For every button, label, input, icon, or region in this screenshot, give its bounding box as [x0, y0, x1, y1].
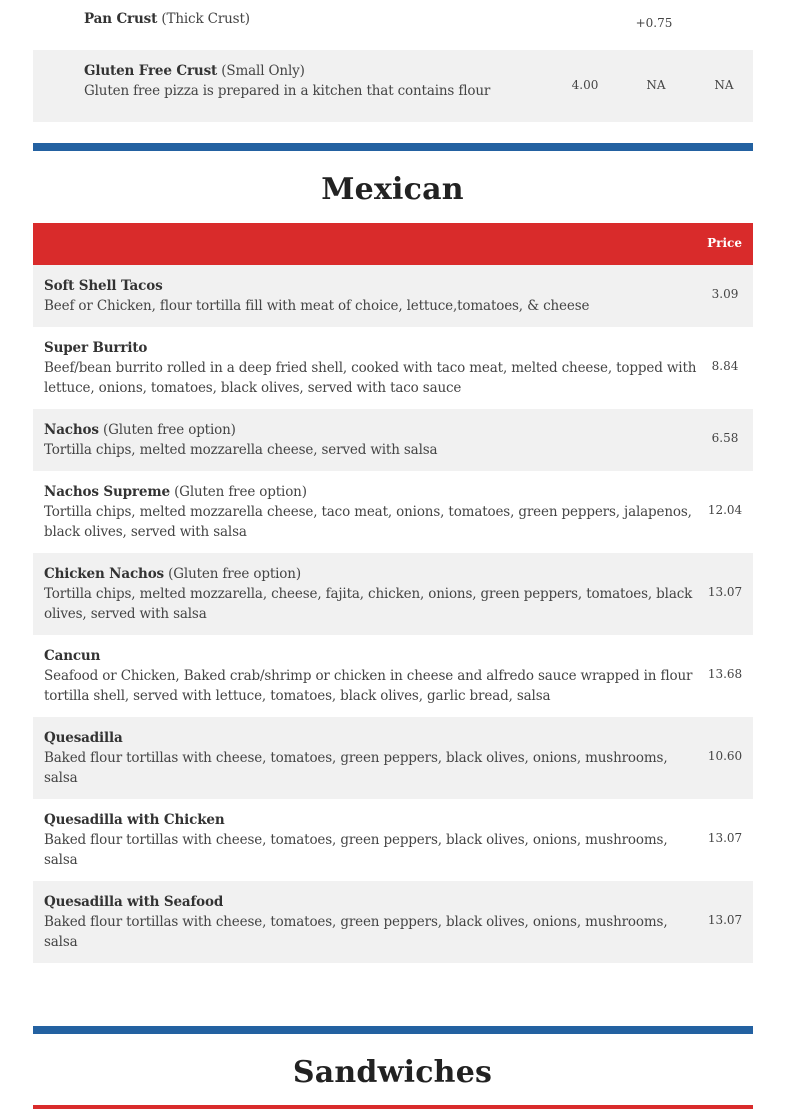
crust-row-gluten-free: [33, 50, 753, 122]
section-divider: [33, 1026, 753, 1034]
item-price: 13.68: [707, 667, 743, 681]
item-description-line: Baked flour tortillas with cheese, tomatoes, green peppers, black olives, onions, mushrooms,: [44, 832, 668, 848]
item-description-line: tortilla shell, served with lettuce, tomatoes, black olives, garlic bread, salsa: [44, 688, 551, 704]
price-small: 4.00: [571, 78, 599, 92]
item-note: (Small Only): [221, 63, 305, 79]
crust-row-pan: [33, 0, 753, 50]
item-name: Nachos Supreme: [44, 484, 170, 500]
menu-item-row: [33, 409, 753, 471]
item-description-line: black olives, served with salsa: [44, 524, 247, 540]
item-description-line: Baked flour tortillas with cheese, tomatoes, green peppers, black olives, onions, mushrooms,: [44, 914, 668, 930]
menu-item-row: [33, 265, 753, 327]
item-price: 13.07: [707, 585, 743, 599]
item-description-line: Beef or Chicken, flour tortilla fill with meat of choice, lettuce,tomatoes, & cheese: [44, 298, 590, 314]
item-description-line: salsa: [44, 770, 78, 786]
item-name: Soft Shell Tacos: [44, 278, 163, 294]
item-description: Gluten free pizza is prepared in a kitchen that contains flour: [84, 83, 491, 99]
menu-item-row: [33, 471, 753, 553]
item-description-line: lettuce, onions, tomatoes, black olives, served with taco sauce: [44, 380, 462, 396]
item-name: Cancun: [44, 648, 101, 664]
item-price: 10.60: [707, 749, 743, 763]
item-description-line: Tortilla chips, melted mozzarella, cheese, fajita, chicken, onions, green peppers, tomatoes, black: [44, 586, 693, 602]
item-note: (Gluten free option): [102, 422, 236, 438]
price-medium: NA: [646, 78, 666, 92]
menu-item-row: [33, 881, 753, 963]
menu-item-row: [33, 553, 753, 635]
price-medium: +0.75: [635, 16, 673, 30]
item-name: Super Burrito: [44, 340, 148, 356]
item-price: 13.07: [707, 913, 743, 927]
item-price: 3.09: [711, 287, 739, 301]
item-description-line: Baked flour tortillas with cheese, tomatoes, green peppers, black olives, onions, mushrooms,: [44, 750, 668, 766]
section-title-mexican: Mexican: [321, 172, 464, 207]
item-description-line: Seafood or Chicken, Baked crab/shrimp or chicken in cheese and alfredo sauce wrapped in flour: [44, 668, 693, 684]
item-description-line: salsa: [44, 852, 78, 868]
price-large: NA: [714, 78, 734, 92]
item-name: Gluten Free Crust: [84, 63, 218, 79]
item-name: Nachos: [44, 422, 99, 438]
item-description-line: olives, served with salsa: [44, 606, 207, 622]
item-price: 13.07: [707, 831, 743, 845]
item-price: 6.58: [711, 431, 739, 445]
table-header: [33, 223, 753, 265]
item-description-line: salsa: [44, 934, 78, 950]
item-name: Chicken Nachos: [44, 566, 164, 582]
menu-item-row: [33, 799, 753, 881]
item-name: Quesadilla: [44, 730, 123, 746]
item-name: Pan Crust: [84, 11, 158, 27]
item-price: 8.84: [711, 359, 739, 373]
section-title-sandwiches: Sandwiches: [292, 1055, 493, 1090]
item-note: (Gluten free option): [174, 484, 307, 500]
item-description-line: Beef/bean burrito rolled in a deep fried shell, cooked with taco meat, melted cheese, topped with: [44, 360, 697, 376]
item-note: (Gluten free option): [168, 566, 301, 582]
item-description-line: Tortilla chips, melted mozzarella cheese, served with salsa: [44, 442, 438, 458]
price-column-header: Price: [707, 236, 742, 250]
item-note: (Thick Crust): [161, 11, 250, 27]
table-header-edge: [33, 1105, 753, 1109]
menu-item-row: [33, 327, 753, 409]
section-divider: [33, 143, 753, 151]
item-price: 12.04: [707, 503, 743, 517]
item-description-line: Tortilla chips, melted mozzarella cheese, taco meat, onions, tomatoes, green peppers, jalapenos,: [44, 504, 692, 520]
item-name: Quesadilla with Seafood: [44, 894, 224, 910]
item-name: Quesadilla with Chicken: [44, 812, 225, 828]
menu-item-row: [33, 635, 753, 717]
menu-item-row: [33, 717, 753, 799]
